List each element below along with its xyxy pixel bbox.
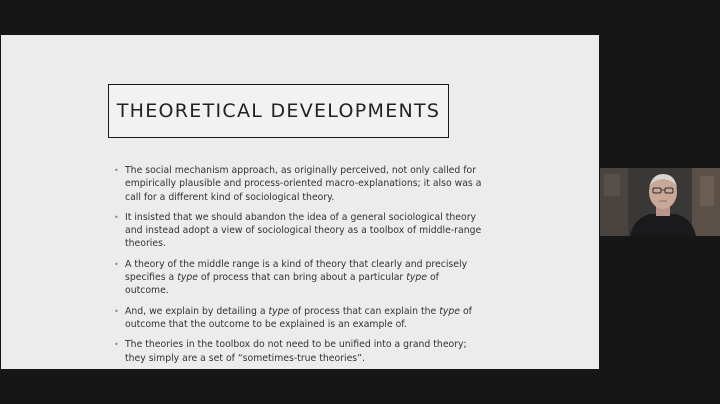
bullet-list bbox=[114, 164, 484, 369]
bullet-marker: • bbox=[114, 259, 119, 269]
bullet-text: The theories in the toolbox do not need to be unified into a grand theory; they simply are a set of “sometimes-true theories”. bbox=[125, 339, 467, 364]
bullet-item-2 bbox=[114, 211, 484, 251]
slide-title-box bbox=[108, 84, 449, 138]
bullet-item-5 bbox=[114, 338, 484, 365]
presentation-slide bbox=[1, 35, 599, 369]
bullet-marker: • bbox=[114, 212, 119, 222]
slide-title: THEORETICAL DEVELOPMENTS bbox=[116, 100, 441, 122]
emphasis-word: type bbox=[268, 305, 290, 317]
bullet-marker: • bbox=[114, 166, 119, 175]
bullet-text: And, we explain by detailing a type of process that can explain the type of outcome that the outcome to be explained is an example of. bbox=[125, 305, 472, 330]
emphasis-word: type bbox=[406, 272, 427, 284]
bullet-text: It insisted that we should abandon the idea of a general sociological theory and instead adopt a view of sociological theory as a toolbox of middle-range theories. bbox=[125, 211, 482, 250]
bullet-item-4 bbox=[114, 305, 484, 332]
bullet-text: A theory of the middle range is a kind of theory that clearly and precisely specifies a type of process that can bring about a particular type of outcome. bbox=[125, 258, 468, 297]
presenter-video-frame bbox=[600, 168, 720, 236]
bullet-text: The social mechanism approach, as originally perceived, not only called for empirically plausible and process-oriented macro-explanations; it also was a call for a different kind of sociological theory. bbox=[125, 165, 482, 203]
emphasis-word: type bbox=[177, 272, 198, 284]
bullet-item-3 bbox=[114, 258, 484, 298]
bullet-marker: • bbox=[114, 340, 119, 350]
presenter-video-thumbnail[interactable] bbox=[600, 168, 720, 236]
bullet-marker: • bbox=[114, 306, 119, 316]
bullet-item-1 bbox=[114, 164, 484, 204]
emphasis-word: type bbox=[439, 305, 460, 317]
